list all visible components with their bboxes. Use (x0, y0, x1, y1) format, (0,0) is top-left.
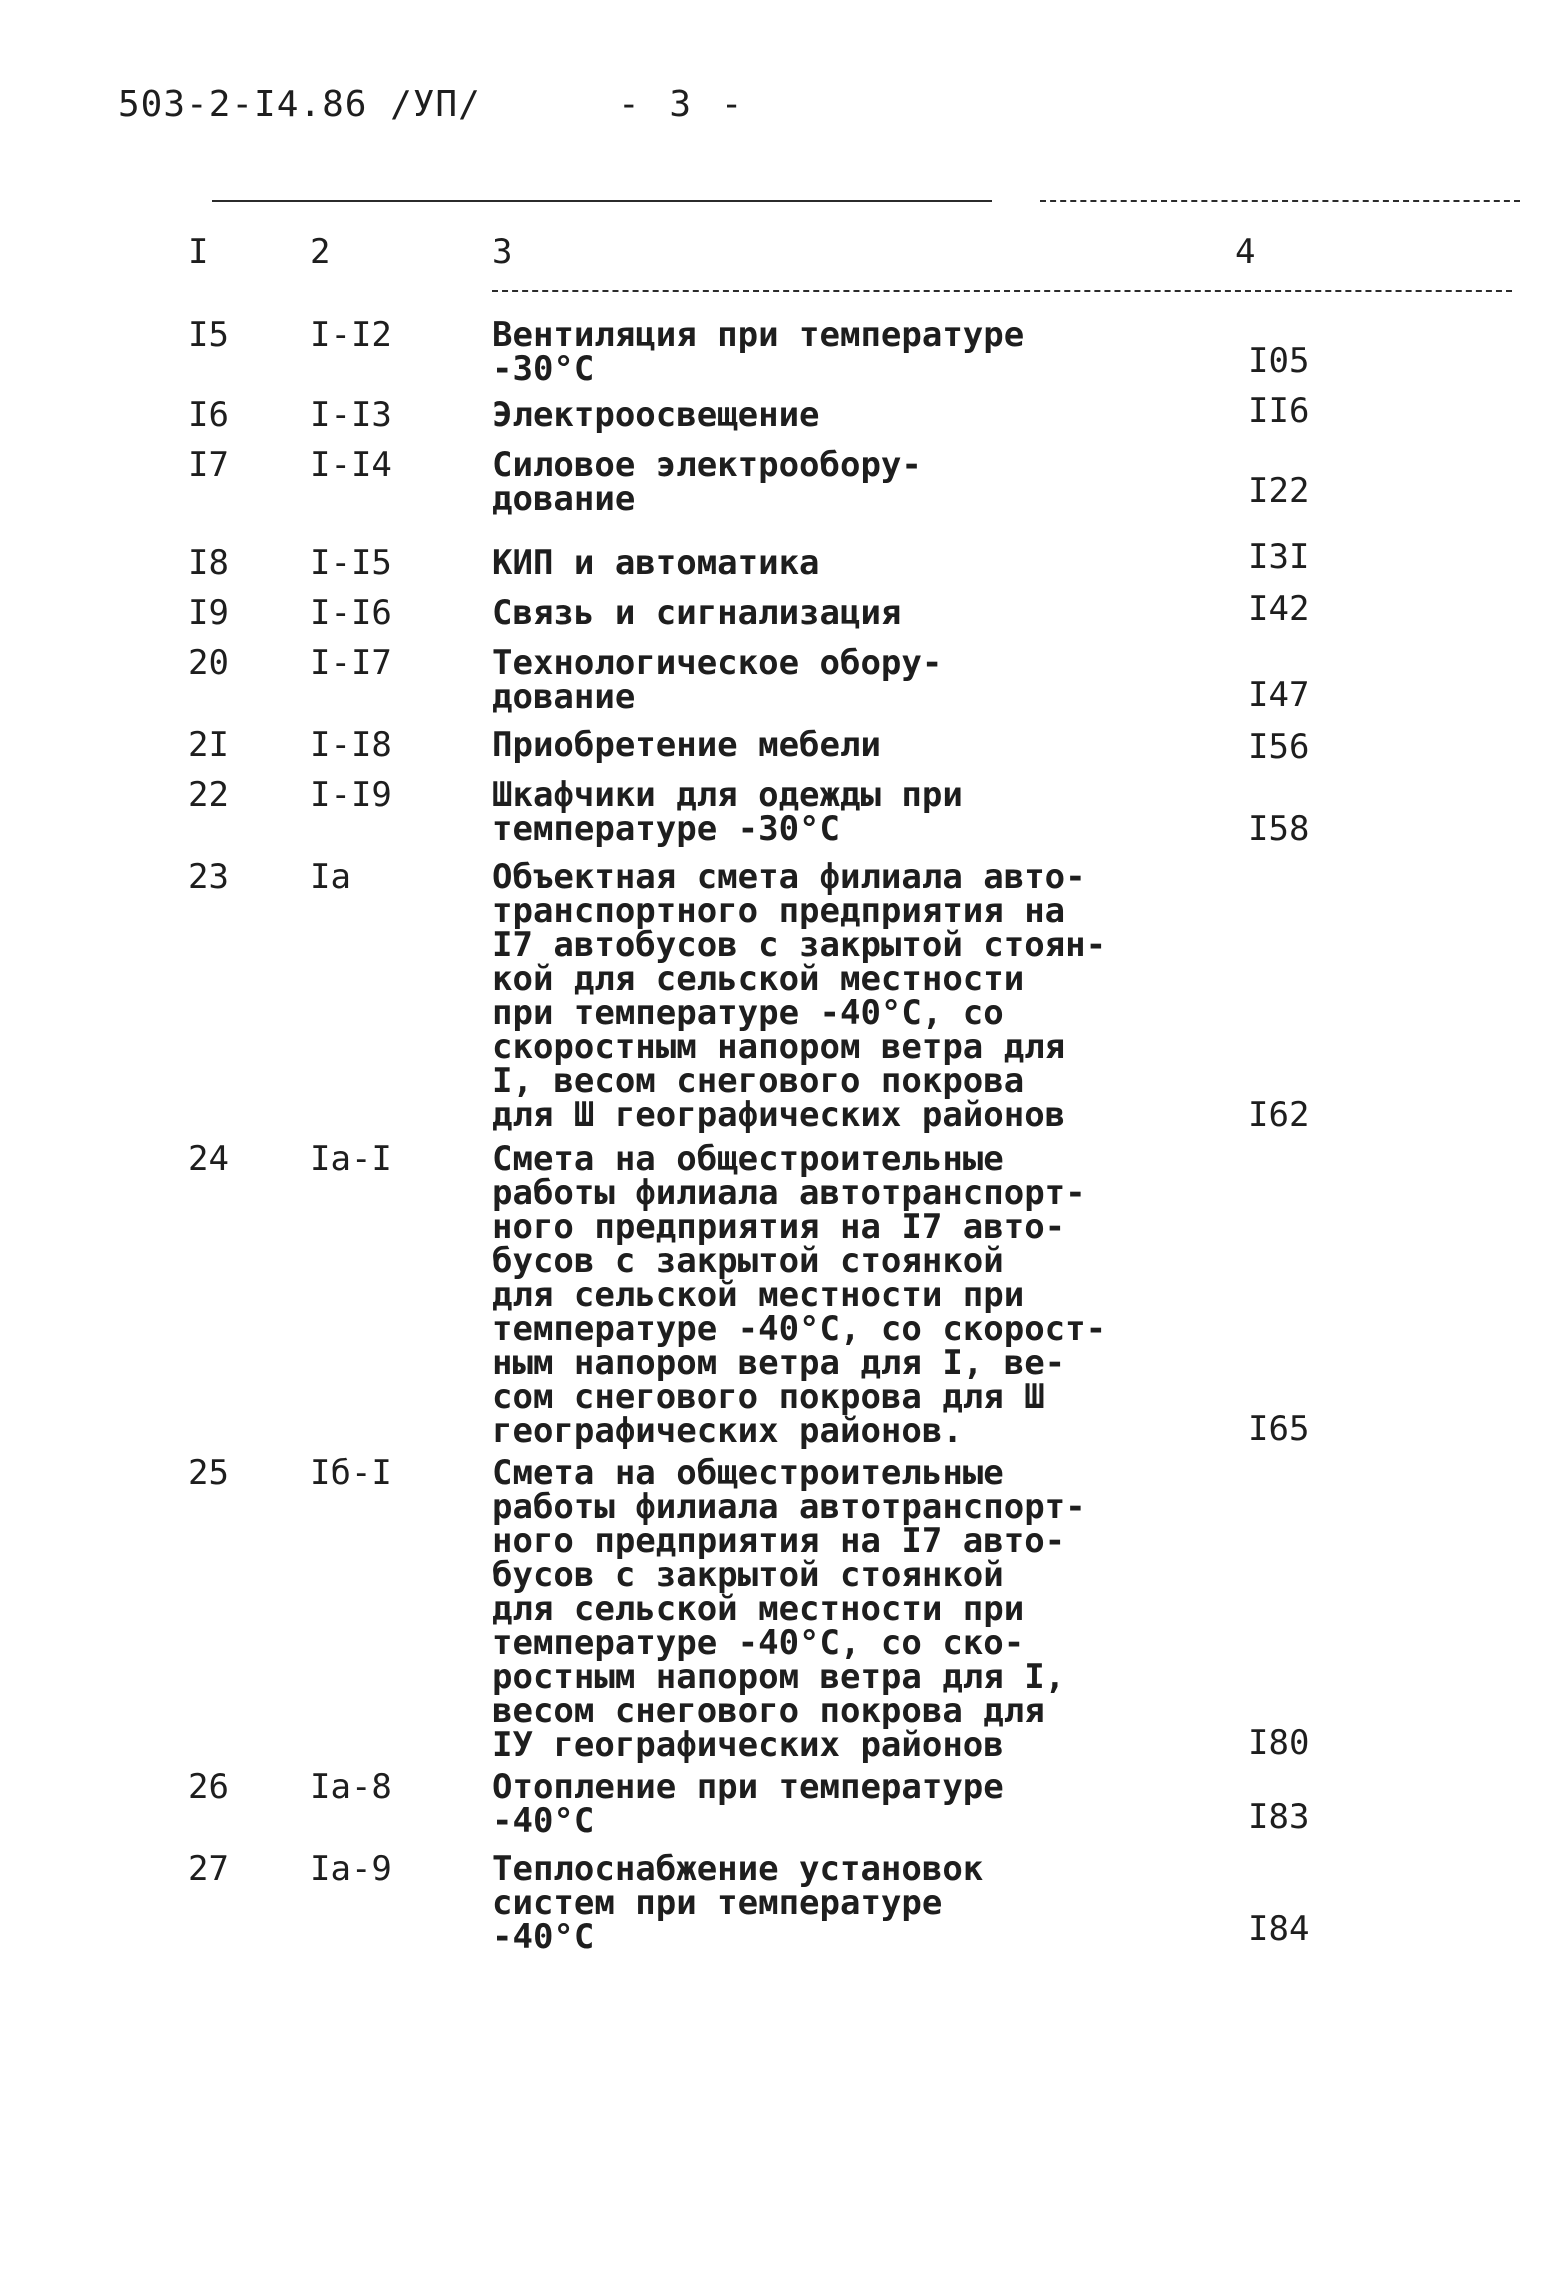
row-title: Смета на общестроительные работы филиала автотранспорт- ного предприятия на I7 авто- бусов с закрытой стоянкой для сельской местности при температуре -40°С, со скорост- ным напором ветра для I, ве- сом снегового покрова для Ш географических районов. (492, 1139, 1107, 1451)
row-code: I-I3 (310, 395, 392, 435)
row-page: I83 (1248, 1797, 1310, 1837)
top-rule (212, 200, 992, 202)
row-title: Приобретение мебели (492, 725, 881, 765)
row-title: Технологическое обору- дование (492, 643, 943, 717)
column-header-4: 4 (1235, 232, 1256, 272)
row-page: I80 (1248, 1723, 1310, 1763)
column-header-3: 3 (492, 232, 513, 272)
row-number: I7 (188, 445, 229, 485)
row-title: Вентиляция при температуре -30°С (492, 315, 1025, 389)
row-title: Теплоснабжение установок систем при температуре -40°С (492, 1849, 984, 1957)
row-page: I22 (1248, 471, 1310, 511)
row-code: I-I2 (310, 315, 392, 355)
top-rule-dashed (1040, 200, 1520, 202)
row-page: I56 (1248, 727, 1310, 767)
row-number: 2I (188, 725, 229, 765)
row-title: КИП и автоматика (492, 543, 820, 583)
row-code: I-I6 (310, 593, 392, 633)
row-page: I58 (1248, 809, 1310, 849)
header-rule (492, 290, 1512, 292)
row-code: Iа-I (310, 1139, 392, 1179)
column-header-2: 2 (310, 232, 331, 272)
row-page: I84 (1248, 1909, 1310, 1949)
row-code: I-I5 (310, 543, 392, 583)
row-code: I-I8 (310, 725, 392, 765)
row-title: Шкафчики для одежды при температуре -30°С (492, 775, 963, 849)
row-code: I-I9 (310, 775, 392, 815)
row-code: I-I7 (310, 643, 392, 683)
row-page: I3I (1248, 537, 1310, 577)
row-number: 26 (188, 1767, 229, 1807)
row-page: I62 (1248, 1095, 1310, 1135)
row-page: I65 (1248, 1409, 1310, 1449)
row-title: Отопление при температуре -40°С (492, 1767, 1004, 1841)
row-number: 24 (188, 1139, 229, 1179)
row-number: I6 (188, 395, 229, 435)
row-code: I-I4 (310, 445, 392, 485)
row-number: I9 (188, 593, 229, 633)
row-page: I47 (1248, 675, 1310, 715)
row-title: Связь и сигнализация (492, 593, 902, 633)
row-title: Смета на общестроительные работы филиала автотранспорт- ного предприятия на I7 авто- бусов с закрытой стоянкой для сельской местности при температуре -40°С, со ско- ростным напором ветра для I, весом снегового покрова для IУ географических районов (492, 1453, 1086, 1765)
row-number: I5 (188, 315, 229, 355)
row-code: Iб-I (310, 1453, 392, 1493)
row-number: 27 (188, 1849, 229, 1889)
row-code: Iа-9 (310, 1849, 392, 1889)
column-header-1: I (188, 232, 209, 272)
row-page: I05 (1248, 341, 1310, 381)
row-code: Iа (310, 857, 351, 897)
row-number: 25 (188, 1453, 229, 1493)
document-code: 503-2-I4.86 /УП/ (118, 84, 481, 125)
row-page: II6 (1248, 391, 1310, 431)
row-number: 22 (188, 775, 229, 815)
row-title: Электроосвещение (492, 395, 820, 435)
row-title: Объектная смета филиала авто- транспортного предприятия на I7 автобусов с закрытой стоян- кой для сельской местности при температуре -40°С, со скоростным напором ветра для I, весом снегового покрова для Ш географических районов (492, 857, 1107, 1135)
row-number: I8 (188, 543, 229, 583)
row-page: I42 (1248, 589, 1310, 629)
row-title: Силовое электрообору- дование (492, 445, 922, 519)
row-code: Iа-8 (310, 1767, 392, 1807)
row-number: 23 (188, 857, 229, 897)
page-number: - 3 - (618, 84, 747, 125)
row-number: 20 (188, 643, 229, 683)
